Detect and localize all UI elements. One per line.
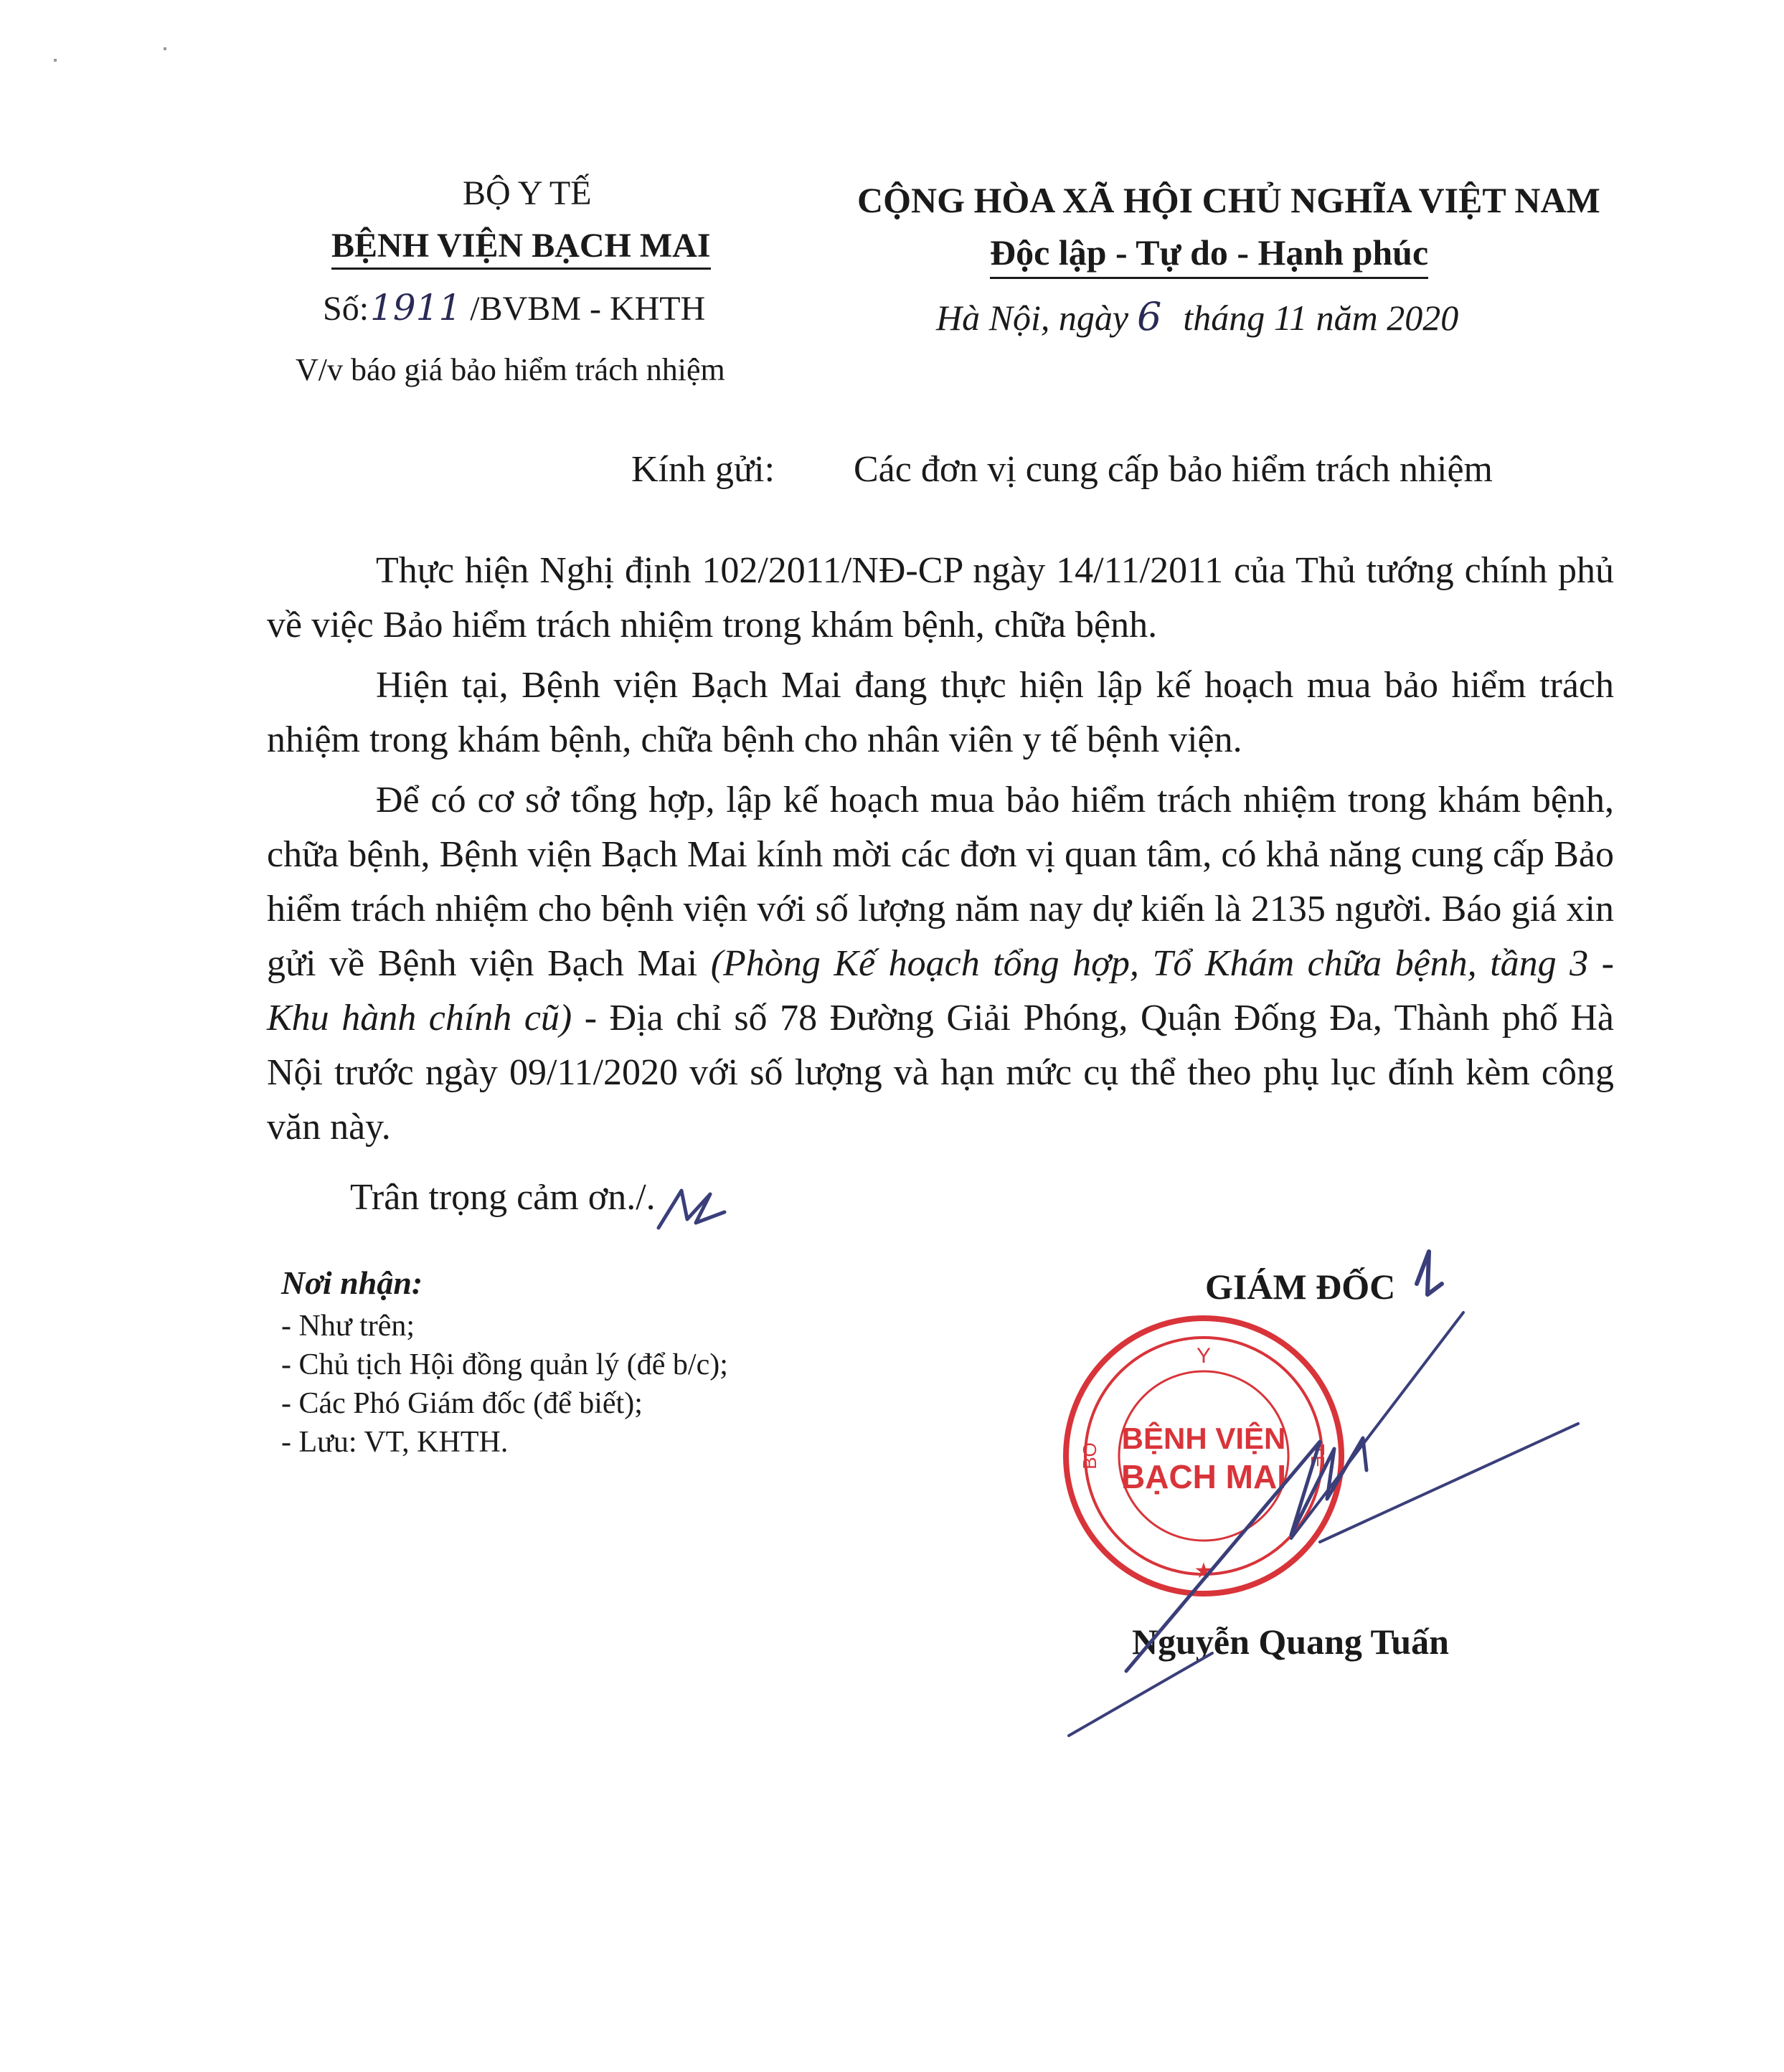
hospital-stamp (1060, 1312, 1347, 1599)
recipient-item: - Các Phó Giám đốc (để biết); (281, 1387, 643, 1420)
country-name: CỘNG HÒA XÃ HỘI CHỦ NGHĨA VIỆT NAM (857, 180, 1600, 220)
recipients-title: Nơi nhận: (281, 1264, 423, 1301)
national-motto: Độc lập - Tự do - Hạnh phúc (990, 232, 1428, 273)
ministry-name: BỘ Y TẾ (463, 174, 592, 212)
paragraph-2: Hiện tại, Bệnh viện Bạch Mai đang thực hiện lập kế hoạch mua bảo hiểm trách nhiệm trong khám bệnh, chữa bệnh cho nhân viên y tế bệnh viện. (267, 665, 1614, 760)
paragraph-3: Để có cơ sở tổng hợp, lập kế hoạch mua bảo hiểm trách nhiệm trong khám bệnh, chữa bệnh, Bệnh viện Bạch Mai kính mời các đơn vị quan tâm, có khả năng cung cấp Bảo hiểm trách nhiệm cho bệnh viện với số lượng năm nay dự kiến là 2135 người. Báo giá xin gửi về Bệnh viện Bạch Mai (Phòng Kế hoạch tổng hợp, Tổ Khám chữa bệnh, tầng 3 - Khu hành chính cũ) - Địa chỉ số 78 Đường Giải Phóng, Quận Đống Đa, Thành phố Hà Nội trước ngày 09/11/2020 với số lượng và hạn mức cụ thể theo phụ lục đính kèm công văn này. (267, 780, 1615, 1148)
document-number: Số:1911 /BVBM - KHTH (323, 287, 706, 328)
signer-position: GIÁM ĐỐC (1205, 1267, 1396, 1307)
svg-text:BO: BO (1079, 1442, 1100, 1470)
recipient-item: - Lưu: VT, KHTH. (281, 1426, 509, 1459)
letter-body (267, 544, 1614, 1155)
recipient-item: - Như trên; (281, 1310, 415, 1343)
salutation-recipient: Các đơn vị cung cấp bảo hiểm trách nhiệm (854, 449, 1493, 490)
issue-date: Hà Nội, ngày 6 tháng 11 năm 2020 (936, 294, 1459, 339)
handwritten-day: 6 (1137, 294, 1162, 339)
scan-speck (164, 47, 166, 50)
svg-text:BỆNH VIỆN: BỆNH VIỆN (1121, 1421, 1286, 1455)
scan-speck (54, 59, 57, 62)
svg-text:BẠCH MAI: BẠCH MAI (1121, 1458, 1286, 1495)
recipient-item: - Chủ tịch Hội đồng quản lý (để b/c); (281, 1348, 728, 1381)
closing-line: Trân trọng cảm ơn./. (350, 1177, 656, 1218)
signer-name: Nguyễn Quang Tuấn (1132, 1622, 1449, 1662)
subject-line: V/v báo giá bảo hiểm trách nhiệm (296, 352, 725, 387)
hospital-name: BỆNH VIỆN BẠCH MAI (331, 226, 711, 265)
salutation-label: Kính gửi: (631, 449, 775, 490)
paragraph-3-italic: (Phòng Kế hoạch tổng hợp, Tổ Khám chữa bệnh, tầng 3 - Khu hành chính cũ) (267, 943, 1615, 1039)
recipients-block (281, 1264, 728, 1462)
handwritten-number: 1911 (370, 287, 462, 328)
paragraph-1: Thực hiện Nghị định 102/2011/NĐ-CP ngày 14/11/2011 của Thủ tướng chính phủ về việc Bảo hiểm trách nhiệm trong khám bệnh, chữa bệnh. (267, 550, 1614, 645)
svg-text:★: ★ (1194, 1558, 1214, 1584)
svg-text:Y: Y (1196, 1344, 1212, 1368)
svg-text:TE: TE (1307, 1444, 1328, 1468)
